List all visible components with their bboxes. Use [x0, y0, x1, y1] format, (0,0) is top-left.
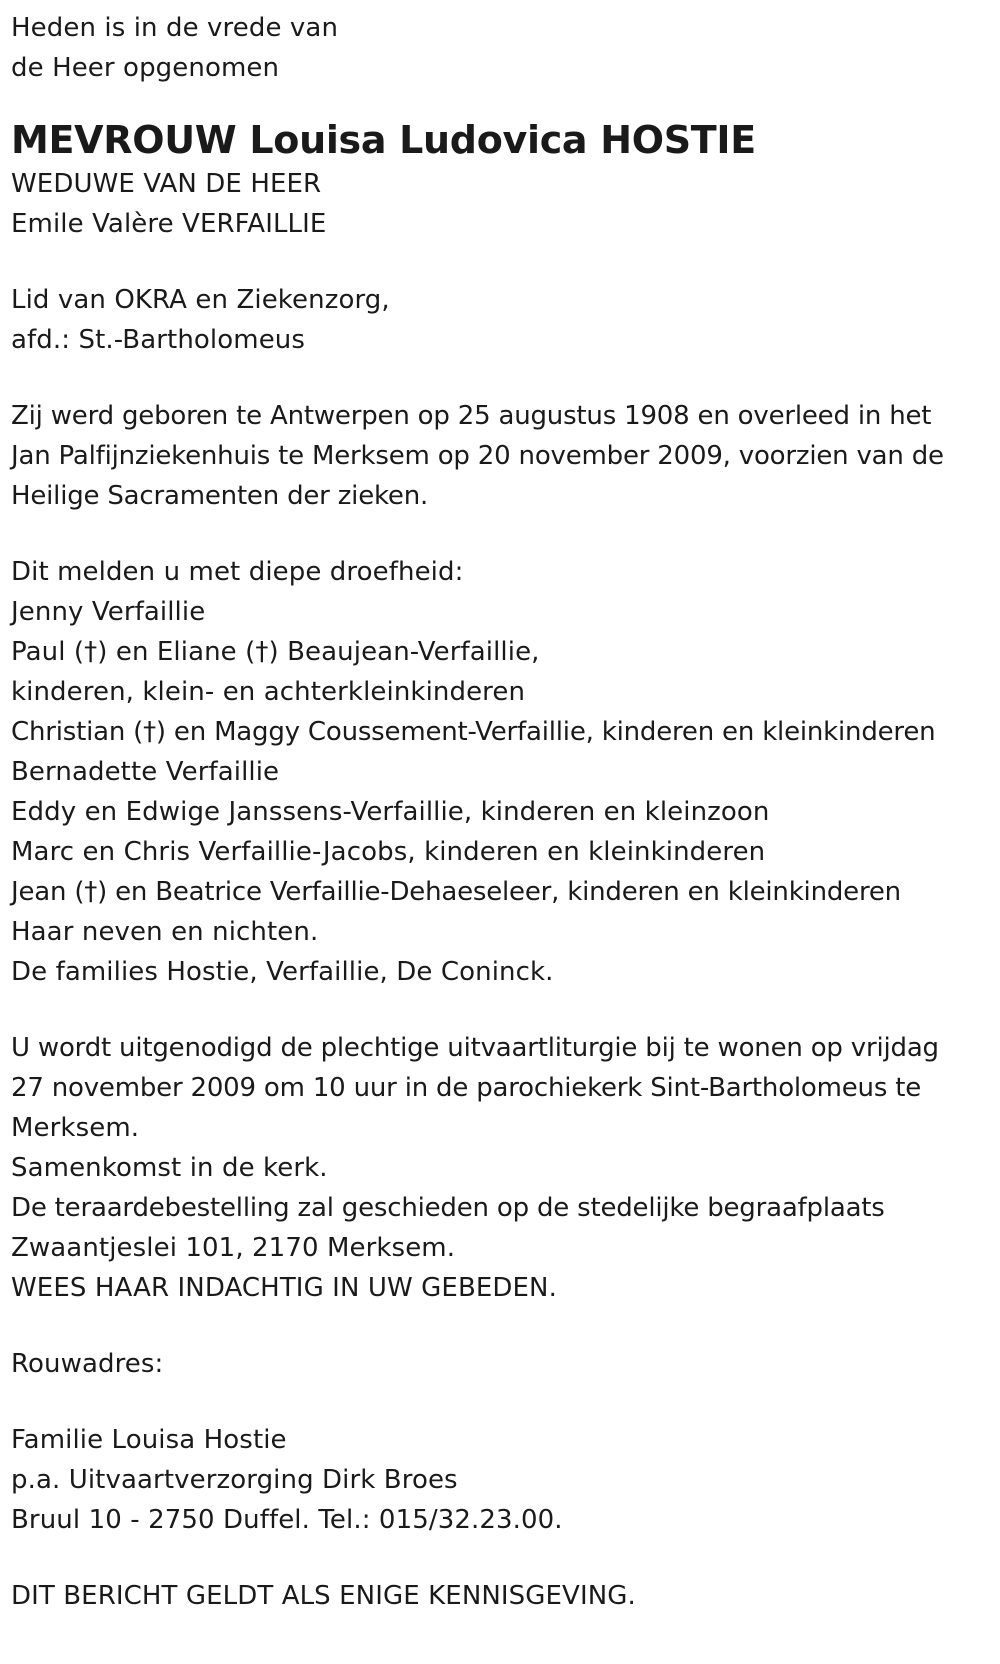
membership-line: afd.: St.-Bartholomeus — [11, 325, 306, 355]
biography-section — [11, 396, 1000, 516]
biography-line: Heilige Sacramenten der zieken. — [11, 481, 429, 511]
deceased-name: MEVROUW Louisa Ludovica HOSTIE — [11, 118, 756, 162]
mourner-line: Haar neven en nichten. — [11, 917, 319, 947]
closing-statement: DIT BERICHT GELDT ALS ENIGE KENNISGEVING. — [11, 1581, 636, 1611]
address-line: p.a. Uitvaartverzorging Dirk Broes — [11, 1465, 458, 1495]
funeral-line: Merksem. — [11, 1113, 140, 1143]
funeral-line: Samenkomst in de kerk. — [11, 1153, 328, 1183]
mourner-line: Marc en Chris Verfaillie-Jacobs, kinderen en kleinkinderen — [11, 837, 766, 867]
mourner-line: Paul (†) en Eliane (†) Beaujean-Verfaillie, — [11, 637, 540, 667]
intro-section — [11, 8, 1000, 88]
intro-line: de Heer opgenomen — [11, 53, 280, 83]
funeral-line: U wordt uitgenodigd de plechtige uitvaartliturgie bij te wonen op vrijdag — [11, 1033, 939, 1063]
funeral-line: WEES HAAR INDACHTIG IN UW GEBEDEN. — [11, 1273, 557, 1303]
mourner-line: kinderen, klein- en achterkleinkinderen — [11, 677, 526, 707]
funeral-line: Zwaantjeslei 101, 2170 Merksem. — [11, 1233, 456, 1263]
funeral-section — [11, 1028, 1000, 1308]
mourner-line: Jean (†) en Beatrice Verfaillie-Dehaeseleer, kinderen en kleinkinderen — [11, 877, 901, 907]
mourner-line: Jenny Verfaillie — [11, 597, 206, 627]
address-section — [11, 1420, 1000, 1540]
funeral-line: De teraardebestelling zal geschieden op de stedelijke begraafplaats — [11, 1193, 885, 1223]
address-line: Bruul 10 - 2750 Duffel. Tel.: 015/32.23.00. — [11, 1505, 563, 1535]
biography-line: Jan Palfijnziekenhuis te Merksem op 20 november 2009, voorzien van de — [11, 441, 944, 471]
mourner-line: Eddy en Edwige Janssens-Verfaillie, kinderen en kleinzoon — [11, 797, 770, 827]
intro-line: Heden is in de vrede van — [11, 13, 339, 43]
address-label: Rouwadres: — [11, 1349, 164, 1379]
mourners-section — [11, 552, 1000, 992]
mourner-line: Christian (†) en Maggy Coussement-Verfaillie, kinderen en kleinkinderen — [11, 717, 936, 747]
mourners-heading: Dit melden u met diepe droefheid: — [11, 557, 464, 587]
spouse-line: WEDUWE VAN DE HEER — [11, 169, 322, 199]
spouse-section — [11, 164, 1000, 244]
address-line: Familie Louisa Hostie — [11, 1425, 287, 1455]
biography-line: Zij werd geboren te Antwerpen op 25 augustus 1908 en overleed in het — [11, 401, 932, 431]
spouse-line: Emile Valère VERFAILLIE — [11, 209, 327, 239]
mourner-line: De families Hostie, Verfaillie, De Coninck. — [11, 957, 554, 987]
mourner-line: Bernadette Verfaillie — [11, 757, 280, 787]
funeral-line: 27 november 2009 om 10 uur in de parochiekerk Sint-Bartholomeus te — [11, 1073, 922, 1103]
membership-line: Lid van OKRA en Ziekenzorg, — [11, 285, 390, 315]
membership-section — [11, 280, 1000, 360]
